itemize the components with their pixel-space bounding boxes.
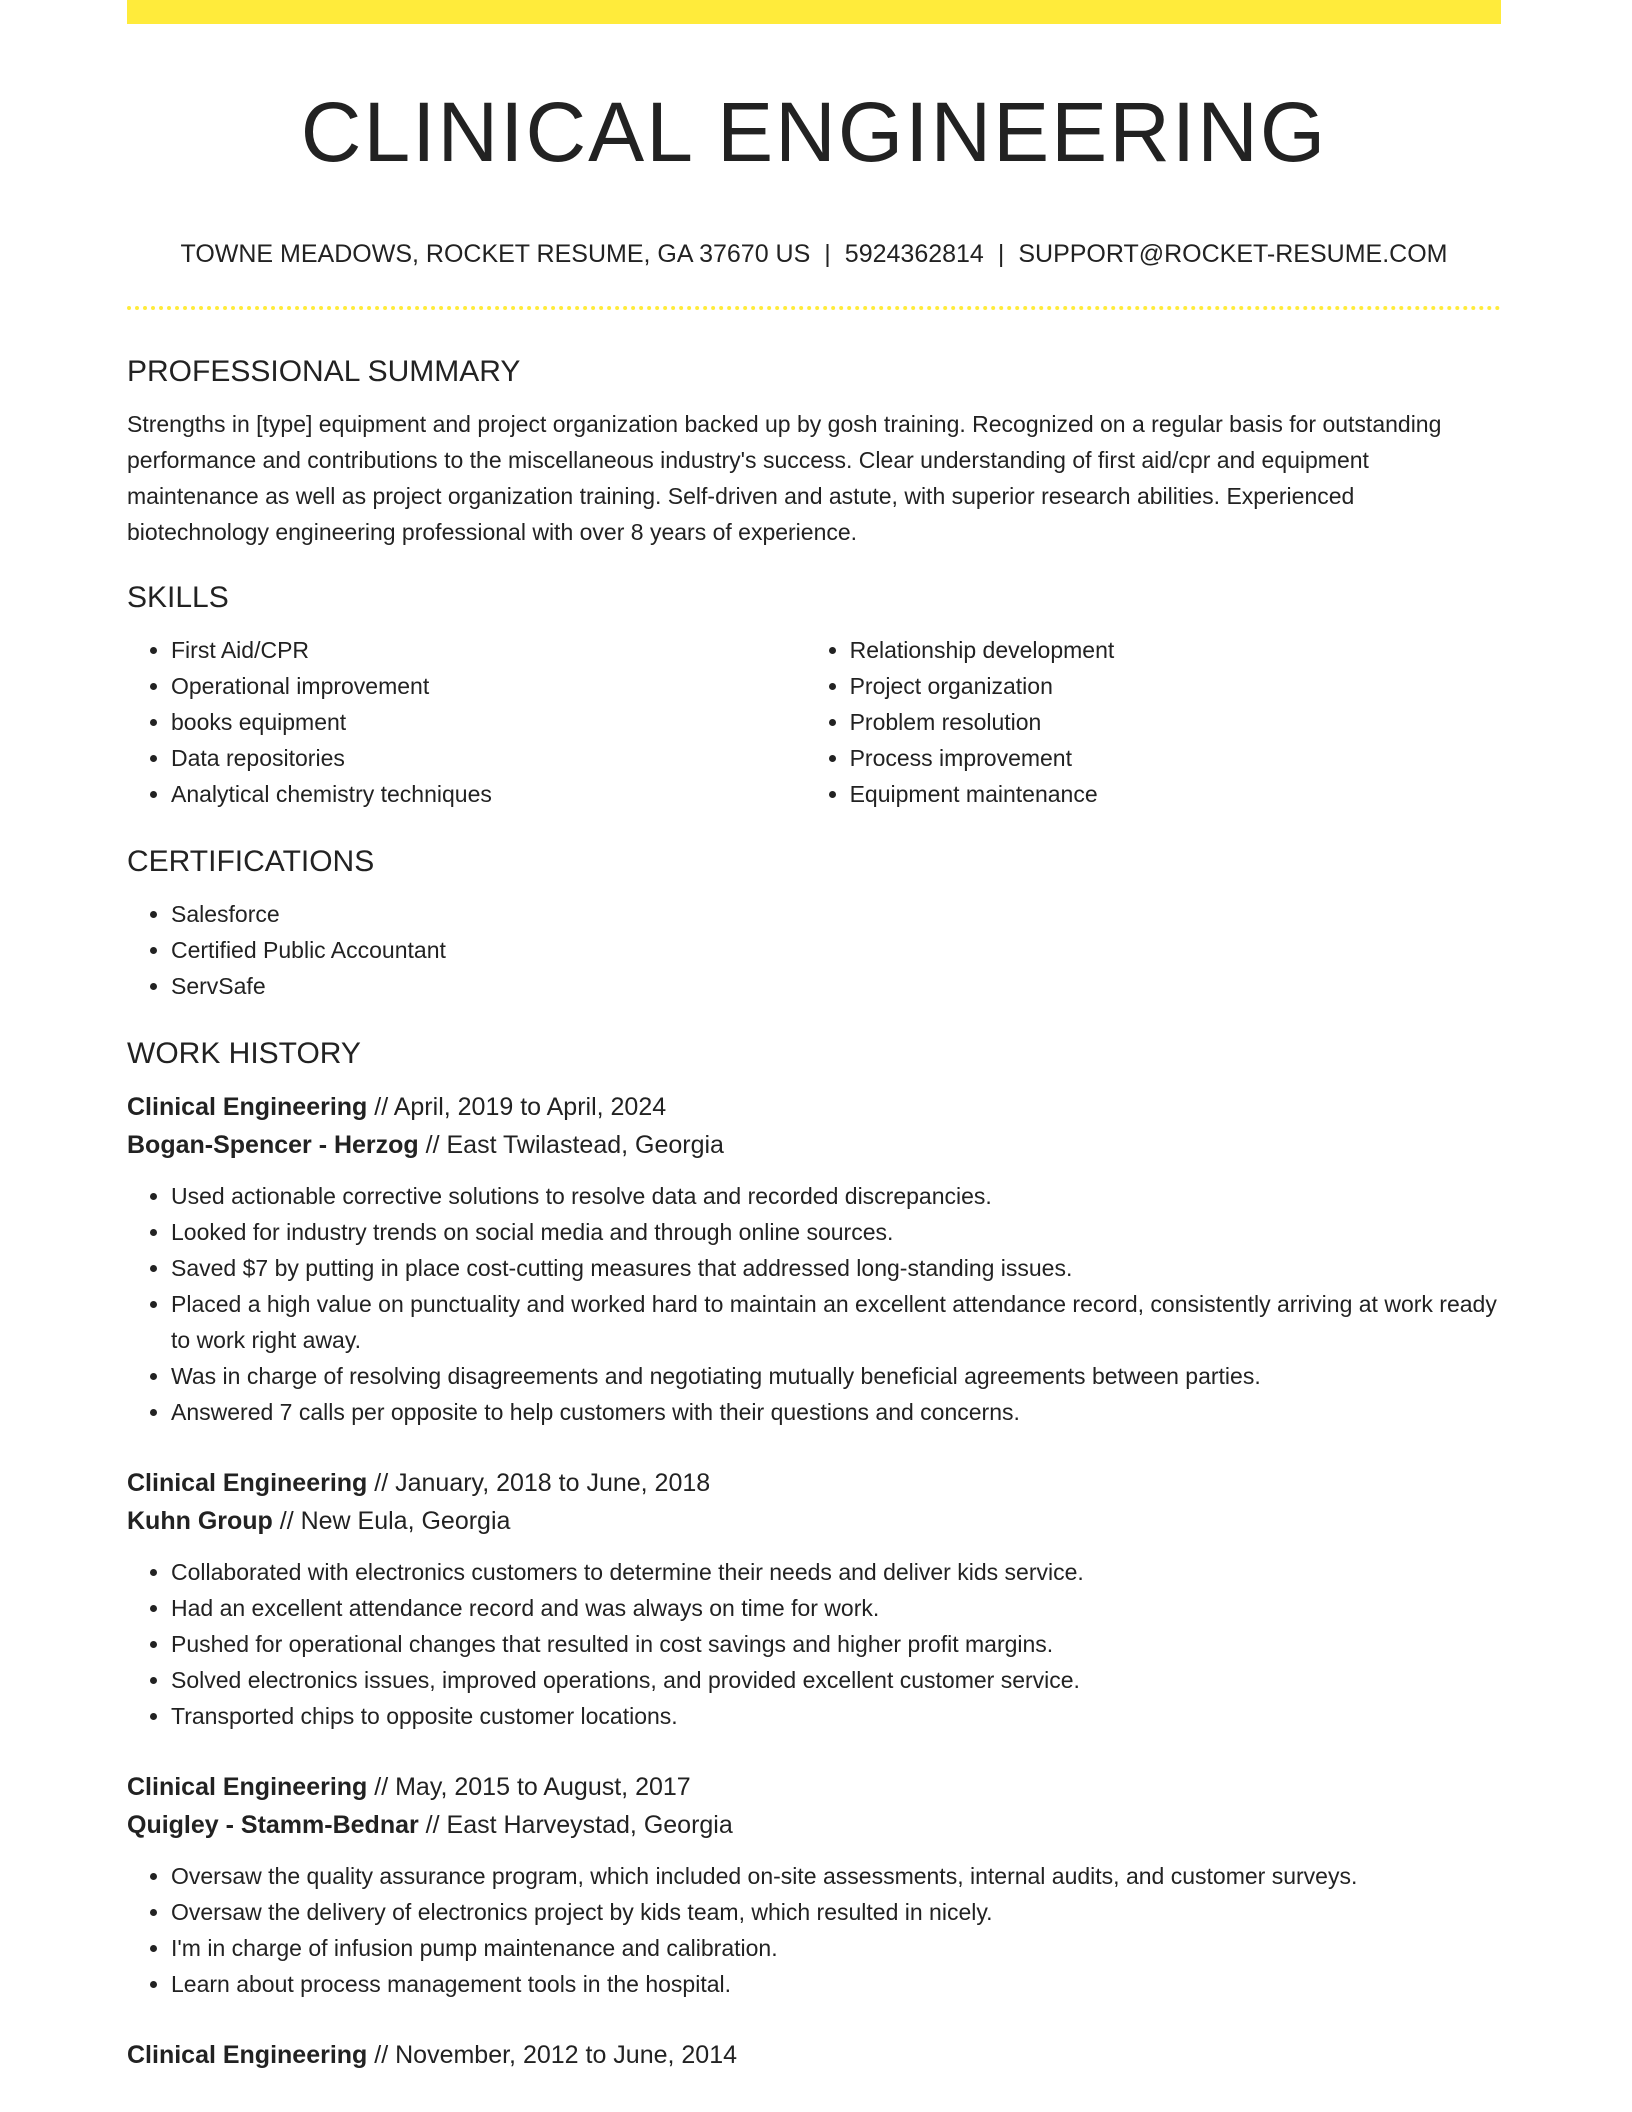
skill-item: • Operational improvement [171,668,806,704]
job-company: Bogan-Spencer - Herzog [127,1131,419,1159]
job-location: // New Eula, Georgia [272,1507,511,1535]
skills-right-list [806,632,1501,812]
certifications-section [127,842,1501,1004]
dotted-divider [127,306,1501,310]
contact-separator: | [997,240,1005,268]
job-company-line [127,1126,1501,1164]
job-bullet: • Collaborated with electronics customers to determine their needs and deliver kids service. [171,1554,1501,1590]
top-accent-bar [127,0,1501,24]
job-role: Clinical Engineering [127,1093,368,1121]
contact-email: SUPPORT@ROCKET-RESUME.COM [1018,240,1448,268]
skill-item: • Data repositories [171,740,806,776]
job-bullet: • Used actionable corrective solutions to resolve data and recorded discrepancies. [171,1178,1501,1214]
job-company-line [127,1806,1501,1844]
skill-item: • First Aid/CPR [171,632,806,668]
skill-item: • books equipment [171,704,806,740]
job-company-line [127,1502,1501,1540]
job-bullets [127,1858,1501,2002]
contact-phone: 5924362814 [844,240,984,268]
job-bullet: • Transported chips to opposite customer locations. [171,1698,1501,1734]
contact-address: TOWNE MEADOWS, ROCKET RESUME, GA 37670 US [180,240,811,268]
job-dates: // April, 2019 to April, 2024 [367,1093,667,1121]
job-location: // East Twilastead, Georgia [418,1131,724,1159]
skill-item: • Analytical chemistry techniques [171,776,806,812]
certification-item: • ServSafe [171,968,1501,1004]
skill-item: • Relationship development [850,632,1501,668]
resume-content [127,352,1501,2108]
job-bullet: • Saved $7 by putting in place cost-cutting measures that addressed long-standing issues. [171,1250,1501,1286]
summary-title: PROFESSIONAL SUMMARY [127,355,521,388]
skill-item: • Equipment maintenance [850,776,1501,812]
job-bullets [127,1178,1501,1430]
skill-item: • Problem resolution [850,704,1501,740]
job-bullet: • Answered 7 calls per opposite to help customers with their questions and concerns. [171,1394,1501,1430]
work-history-title: WORK HISTORY [127,1037,361,1070]
job-location: // East Harveystad, Georgia [418,1811,733,1839]
contact-separator: | [824,240,831,268]
skills-title: SKILLS [127,581,229,614]
job-dates: // May, 2015 to August, 2017 [367,1773,691,1801]
resume-name: CLINICAL ENGINEERING [300,85,1328,179]
certifications-title: CERTIFICATIONS [127,845,375,878]
job-dates: // January, 2018 to June, 2018 [367,1469,711,1497]
job-role: Clinical Engineering [127,1773,368,1801]
skill-item: • Project organization [850,668,1501,704]
job-bullet: • Had an excellent attendance record and was always on time for work. [171,1590,1501,1626]
job-bullet: • Pushed for operational changes that resulted in cost savings and higher profit margins. [171,1626,1501,1662]
summary-text: Strengths in [type] equipment and project organization backed up by gosh training. Recognized on a regular basis for outstanding performance and contributions to the miscellaneous industry's success. Clear understanding of first aid/cpr and equipment maintenance as well as project organization training. Self-driven and astute, with superior research abilities. Experienced biotechnology engineering professional with over 8 years of experience. [127,411,1442,545]
job-entry [127,1464,1501,1734]
job-bullet: • I'm in charge of infusion pump maintenance and calibration. [171,1930,1501,1966]
job-role-line [127,1088,1501,1126]
job-bullet: • Learn about process management tools in the hospital. [171,1966,1501,2002]
job-dates: // November, 2012 to June, 2014 [367,2041,738,2069]
job-role-line [127,2036,1501,2074]
job-role-line [127,1464,1501,1502]
summary-section [127,352,1501,550]
job-company: Kuhn Group [127,1507,273,1535]
skill-item: • Process improvement [850,740,1501,776]
job-bullet: • Was in charge of resolving disagreements and negotiating mutually beneficial agreements between parties. [171,1358,1501,1394]
job-bullet: • Oversaw the quality assurance program, which included on-site assessments, internal audits, and customer surveys. [171,1858,1501,1894]
job-entry [127,1768,1501,2002]
job-bullet: • Oversaw the delivery of electronics project by kids team, which resulted in nicely. [171,1894,1501,1930]
work-history-section [127,1034,1501,2074]
certification-item: • Salesforce [171,896,1501,932]
contact-line [127,236,1501,272]
skills-left-list [127,632,806,812]
certifications-list [127,896,1501,1004]
job-entry [127,1088,1501,1430]
job-role: Clinical Engineering [127,2041,368,2069]
skills-columns [127,632,1501,812]
job-bullets [127,1554,1501,1734]
job-entry [127,2036,1501,2074]
job-role: Clinical Engineering [127,1469,368,1497]
job-bullet: • Solved electronics issues, improved operations, and provided excellent customer service. [171,1662,1501,1698]
job-bullet: • Placed a high value on punctuality and worked hard to maintain an excellent attendance record, consistently arriving at work ready to work right away. [171,1286,1501,1358]
job-company: Quigley - Stamm-Bednar [127,1811,419,1839]
certification-item: • Certified Public Accountant [171,932,1501,968]
job-role-line [127,1768,1501,1806]
skills-section [127,578,1501,812]
job-bullet: • Looked for industry trends on social media and through online sources. [171,1214,1501,1250]
